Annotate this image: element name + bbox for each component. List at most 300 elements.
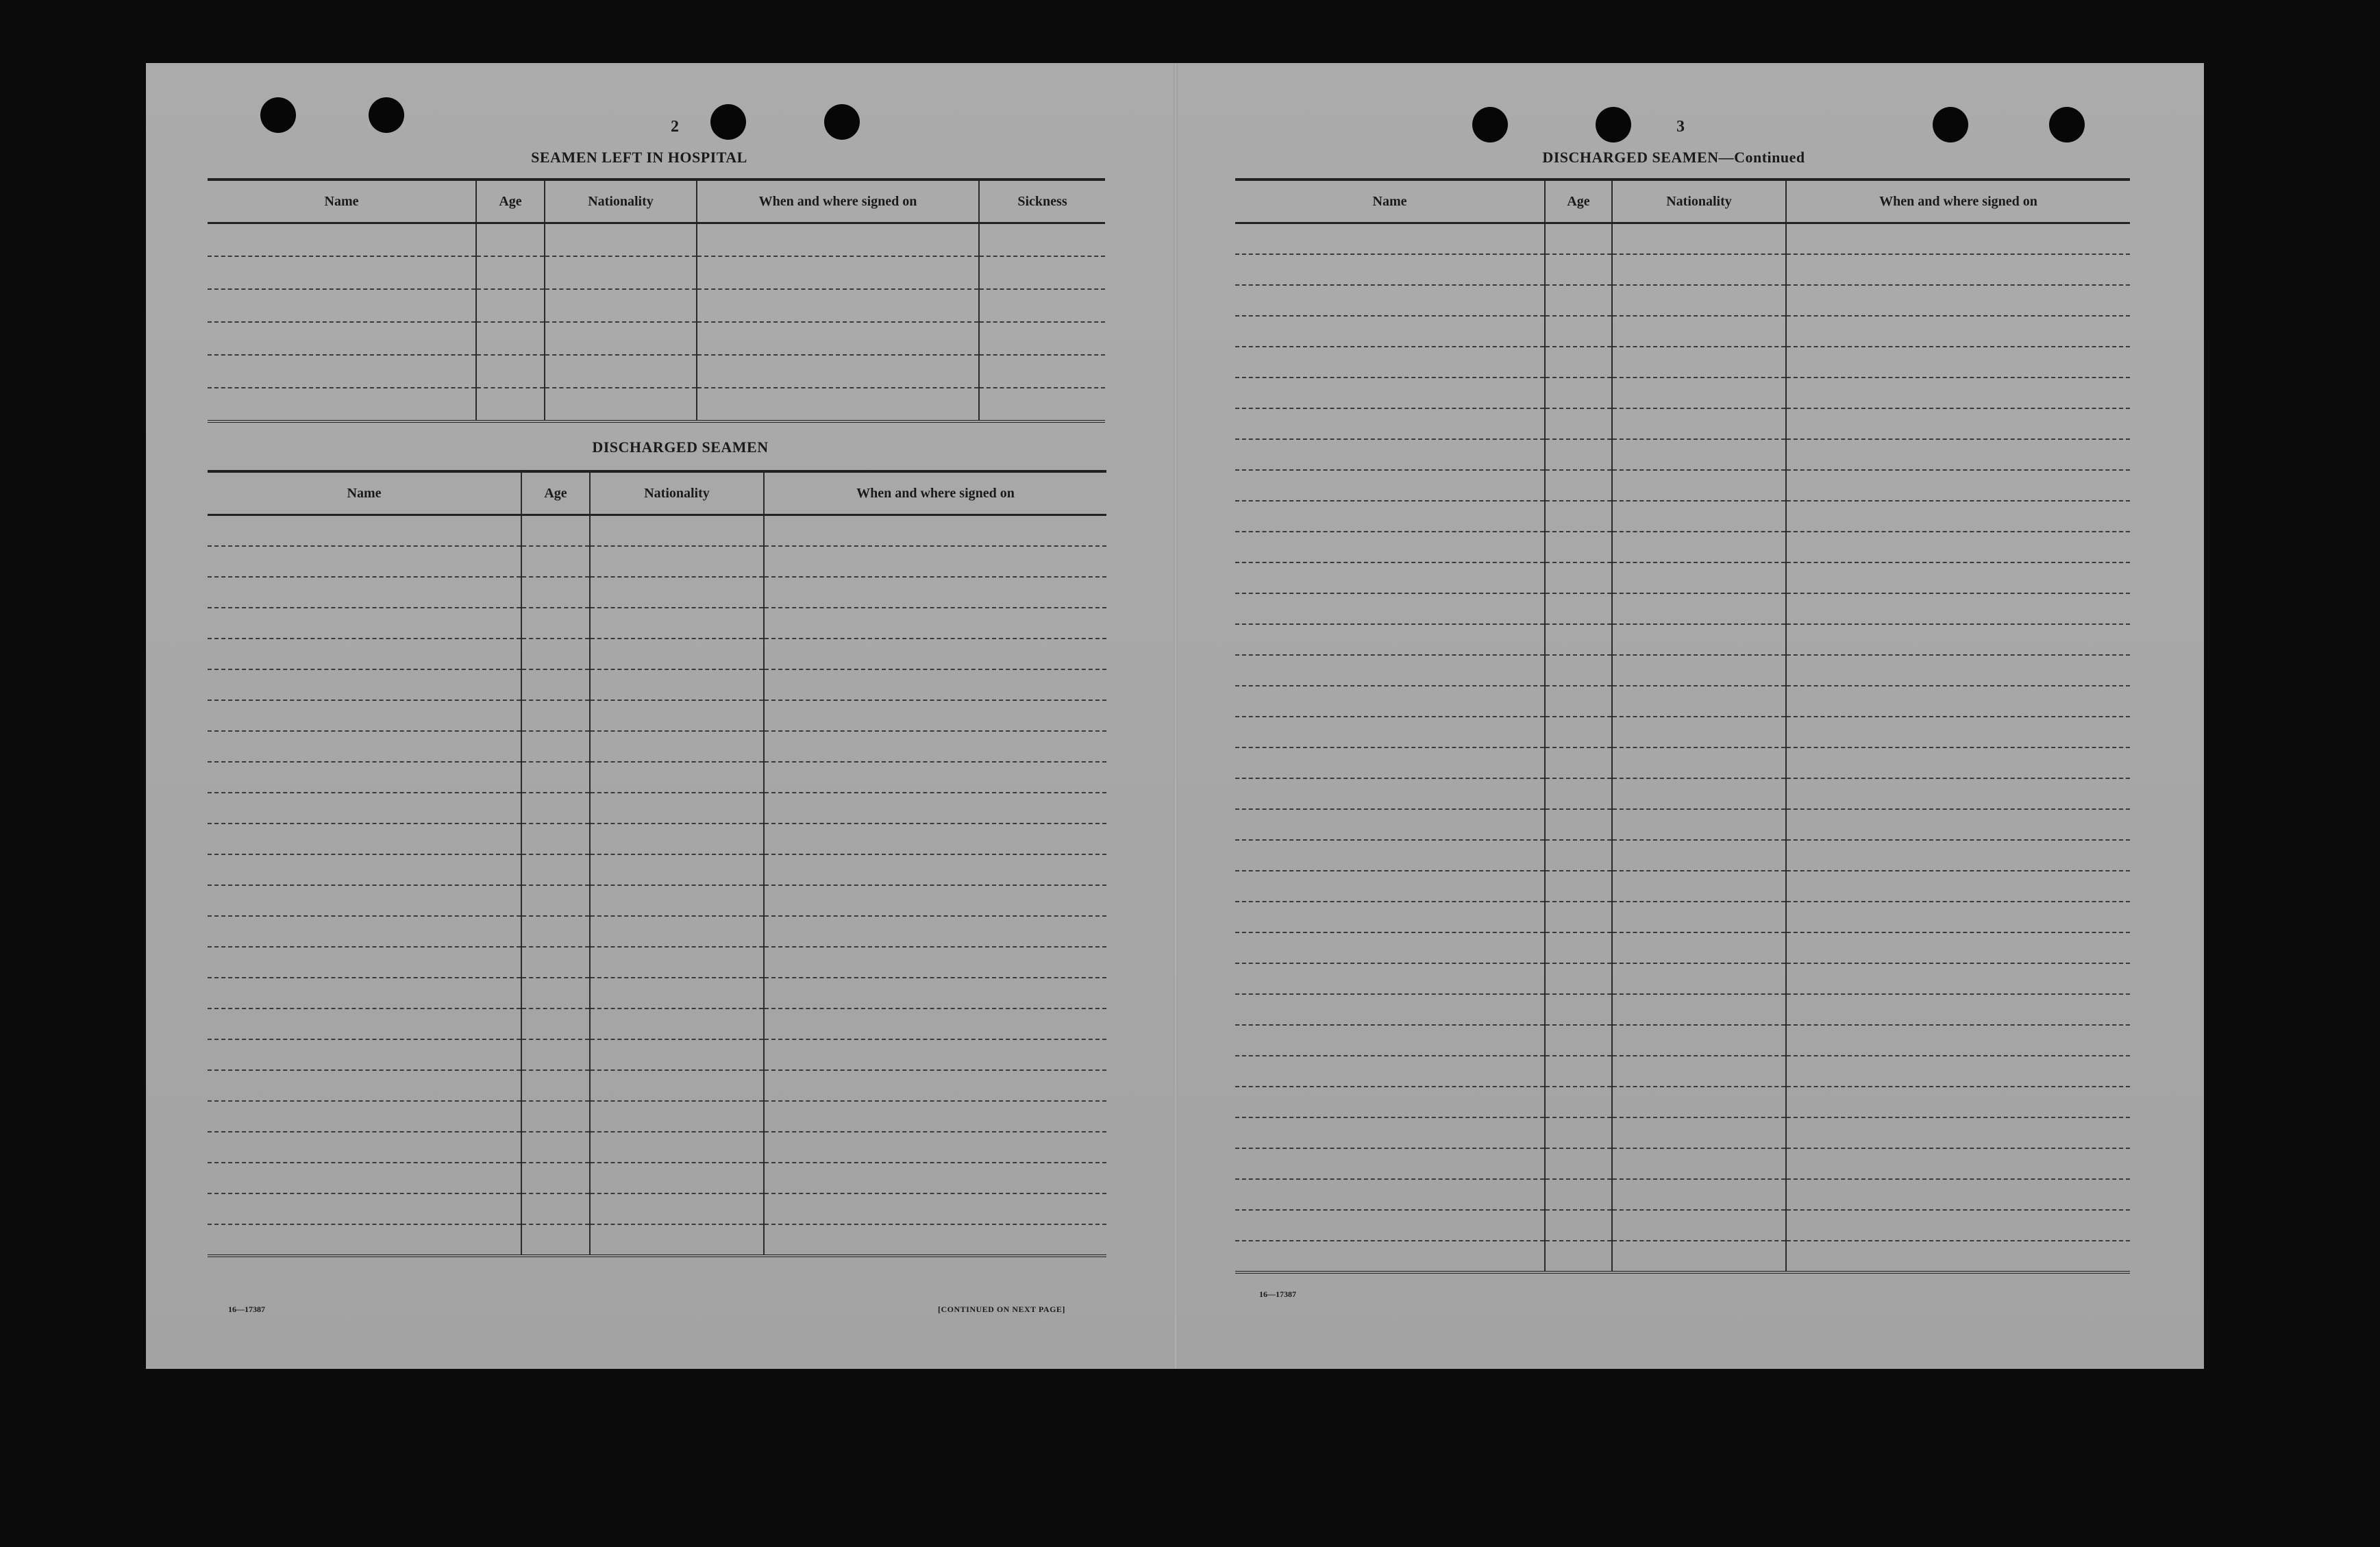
column-header-name: Name [208,180,476,223]
discharged-table-body [208,515,1106,1257]
blank-cell [1235,532,1545,562]
blank-cell [590,577,764,608]
blank-cell [208,546,521,577]
blank-cell [1786,1117,2130,1148]
blank-cell [1235,408,1545,439]
blank-cell [1235,686,1545,717]
blank-cell [590,1132,764,1163]
blank-cell [1545,1210,1612,1241]
table-row [1235,1025,2130,1056]
blank-cell [1545,347,1612,378]
blank-cell [1235,347,1545,378]
blank-cell [1545,378,1612,408]
blank-cell [1545,254,1612,285]
blank-cell [1545,809,1612,840]
table-row [1235,1087,2130,1117]
blank-cell [1786,624,2130,655]
blank-cell [476,256,545,289]
blank-cell [1612,840,1786,871]
table-row [208,322,1105,355]
blank-cell [764,546,1106,577]
column-header-signed-on: When and where signed on [1786,180,2130,223]
blank-cell [1235,593,1545,624]
table-row [208,854,1106,885]
blank-cell [1612,871,1786,902]
blank-cell [1786,994,2130,1025]
blank-cell [697,289,979,322]
blank-cell [979,388,1105,421]
table-row [1235,717,2130,747]
blank-cell [979,289,1105,322]
blank-cell [590,1101,764,1132]
blank-cell [1235,254,1545,285]
blank-cell [590,885,764,916]
blank-cell [1786,963,2130,994]
blank-cell [1786,840,2130,871]
blank-cell [1545,562,1612,593]
blank-cell [521,577,590,608]
blank-cell [1235,1087,1545,1117]
blank-cell [1545,994,1612,1025]
blank-cell [521,824,590,854]
blank-cell [1235,1210,1545,1241]
form-number: 16—17387 [1259,1289,1296,1299]
table-row [1235,378,2130,408]
blank-cell [1545,686,1612,717]
blank-cell [1786,809,2130,840]
blank-cell [1235,994,1545,1025]
blank-cell [764,978,1106,1008]
discharged-section-title: DISCHARGED SEAMEN [592,438,769,456]
table-row [1235,254,2130,285]
blank-cell [1612,717,1786,747]
blank-cell [1786,902,2130,932]
blank-cell [1786,285,2130,316]
blank-cell [764,1163,1106,1193]
blank-cell [979,223,1105,257]
blank-cell [1235,840,1545,871]
blank-cell [208,669,521,700]
blank-cell [1612,593,1786,624]
table-row [1235,902,2130,932]
discharged-table [208,470,1106,1257]
blank-cell [521,793,590,824]
blank-cell [590,1163,764,1193]
blank-cell [208,824,521,854]
blank-cell [1786,1025,2130,1056]
table-row [208,639,1106,669]
blank-cell [521,885,590,916]
blank-cell [1612,223,1786,255]
table-row [1235,1148,2130,1179]
blank-cell [1545,655,1612,686]
blank-cell [1786,1179,2130,1210]
table-row [208,669,1106,700]
table-row [208,577,1106,608]
blank-cell [1545,439,1612,470]
blank-cell [590,1224,764,1256]
blank-cell [545,289,697,322]
table-row [1235,809,2130,840]
blank-cell [1612,316,1786,347]
blank-cell [208,916,521,947]
blank-cell [1786,347,2130,378]
blank-cell [1235,747,1545,778]
blank-cell [521,1193,590,1224]
blank-cell [1545,501,1612,532]
blank-cell [1545,717,1612,747]
blank-cell [1235,624,1545,655]
blank-cell [1545,470,1612,501]
blank-cell [1786,593,2130,624]
blank-cell [590,1070,764,1101]
blank-cell [1786,470,2130,501]
table-row [208,608,1106,639]
blank-cell [208,322,476,355]
punch-hole [824,104,860,140]
table-row [208,947,1106,978]
blank-cell [1612,902,1786,932]
blank-cell [1786,562,2130,593]
blank-cell [521,762,590,793]
blank-cell [521,978,590,1008]
table-row [208,515,1106,547]
blank-cell [764,793,1106,824]
table-row [208,700,1106,731]
blank-cell [1235,932,1545,963]
blank-cell [208,700,521,731]
blank-cell [764,1132,1106,1163]
blank-cell [1786,717,2130,747]
blank-cell [545,355,697,388]
blank-cell [590,824,764,854]
blank-cell [1612,1025,1786,1056]
blank-cell [1786,439,2130,470]
blank-cell [208,223,476,257]
blank-cell [208,1101,521,1132]
blank-cell [1545,532,1612,562]
table-row [208,731,1106,762]
blank-cell [1235,655,1545,686]
table-row [1235,1210,2130,1241]
table-row [208,1039,1106,1070]
punch-hole [1472,107,1508,143]
blank-cell [1235,1056,1545,1087]
blank-cell [521,916,590,947]
blank-cell [1786,1056,2130,1087]
table-row [208,1224,1106,1256]
blank-cell [208,1070,521,1101]
table-row [208,355,1105,388]
blank-cell [1545,1148,1612,1179]
blank-cell [208,1193,521,1224]
blank-cell [208,577,521,608]
blank-cell [1786,501,2130,532]
blank-cell [208,1132,521,1163]
table-row [208,1193,1106,1224]
blank-cell [545,322,697,355]
blank-cell [208,978,521,1008]
blank-cell [521,639,590,669]
blank-cell [697,256,979,289]
blank-cell [590,1008,764,1039]
blank-cell [590,854,764,885]
blank-cell [521,1070,590,1101]
blank-cell [208,388,476,421]
blank-cell [476,322,545,355]
blank-cell [1612,347,1786,378]
blank-cell [476,388,545,421]
blank-cell [697,388,979,421]
table-header-row [1235,180,2130,223]
table-row [1235,470,2130,501]
blank-cell [1612,1056,1786,1087]
table-row [208,762,1106,793]
blank-cell [590,669,764,700]
blank-cell [208,355,476,388]
table-row [1235,1179,2130,1210]
blank-cell [764,916,1106,947]
blank-cell [590,608,764,639]
column-header-signed-on: When and where signed on [764,471,1106,515]
blank-cell [1545,902,1612,932]
blank-cell [521,669,590,700]
table-row [208,1070,1106,1101]
blank-cell [1545,747,1612,778]
table-row [208,824,1106,854]
blank-cell [521,854,590,885]
blank-cell [1612,562,1786,593]
column-header-age: Age [476,180,545,223]
blank-cell [1612,932,1786,963]
blank-cell [1786,1241,2130,1272]
blank-cell [1545,840,1612,871]
blank-cell [208,1163,521,1193]
blank-cell [1545,593,1612,624]
blank-cell [208,731,521,762]
blank-cell [545,223,697,257]
blank-cell [590,700,764,731]
page-fold [1174,63,1178,1369]
blank-cell [764,1070,1106,1101]
blank-cell [1786,254,2130,285]
blank-cell [1786,316,2130,347]
table-row [1235,285,2130,316]
blank-cell [764,854,1106,885]
blank-cell [764,608,1106,639]
blank-cell [1612,1117,1786,1148]
blank-cell [590,762,764,793]
blank-cell [1235,778,1545,809]
table-row [1235,223,2130,255]
blank-cell [208,854,521,885]
blank-cell [208,885,521,916]
punch-hole [1596,107,1631,143]
blank-cell [208,639,521,669]
blank-cell [1235,285,1545,316]
blank-cell [590,515,764,547]
blank-cell [1545,871,1612,902]
blank-cell [521,1132,590,1163]
blank-cell [1612,778,1786,809]
blank-cell [1545,1179,1612,1210]
table-row [1235,439,2130,470]
hospital-section-title: SEAMEN LEFT IN HOSPITAL [531,149,747,166]
blank-cell [590,1193,764,1224]
blank-cell [208,947,521,978]
blank-cell [208,1039,521,1070]
blank-cell [764,885,1106,916]
blank-cell [208,608,521,639]
blank-cell [1786,1148,2130,1179]
blank-cell [1235,1117,1545,1148]
blank-cell [1545,316,1612,347]
blank-cell [521,608,590,639]
column-header-age: Age [521,471,590,515]
blank-cell [590,731,764,762]
table-row [1235,316,2130,347]
table-row [1235,562,2130,593]
blank-cell [1612,1148,1786,1179]
blank-cell [1235,1025,1545,1056]
blank-cell [1545,1087,1612,1117]
blank-cell [1786,1087,2130,1117]
blank-cell [208,1224,521,1256]
blank-cell [1545,1241,1612,1272]
blank-cell [521,1039,590,1070]
discharged-continued-title: DISCHARGED SEAMEN—Continued [1542,149,1805,166]
blank-cell [590,793,764,824]
table-row [208,388,1105,421]
blank-cell [1786,1210,2130,1241]
form-number: 16—17387 [228,1304,265,1314]
blank-cell [521,1163,590,1193]
blank-cell [764,1224,1106,1256]
punch-hole [260,97,296,133]
table-row [1235,1241,2130,1272]
table-row [208,1008,1106,1039]
blank-cell [697,355,979,388]
page-number: 3 [1676,118,1685,136]
blank-cell [1612,1087,1786,1117]
blank-cell [521,515,590,547]
table-row [1235,871,2130,902]
blank-cell [1235,809,1545,840]
blank-cell [1612,1179,1786,1210]
table-row [208,1132,1106,1163]
blank-cell [590,947,764,978]
blank-cell [1786,223,2130,255]
scanned-form-sheet [146,63,2204,1369]
blank-cell [1612,439,1786,470]
hospital-table [208,178,1105,423]
table-row [1235,840,2130,871]
table-row [208,885,1106,916]
blank-cell [476,223,545,257]
blank-cell [521,546,590,577]
blank-cell [1235,1148,1545,1179]
blank-cell [1786,378,2130,408]
table-row [1235,932,2130,963]
table-row [208,1163,1106,1193]
blank-cell [764,1193,1106,1224]
table-header-row [208,471,1106,515]
blank-cell [1612,532,1786,562]
table-row [208,978,1106,1008]
blank-cell [208,762,521,793]
blank-cell [590,916,764,947]
blank-cell [1612,470,1786,501]
blank-cell [1786,747,2130,778]
blank-cell [1235,963,1545,994]
blank-cell [1235,316,1545,347]
blank-cell [1235,501,1545,532]
column-header-name: Name [208,471,521,515]
blank-cell [208,515,521,547]
blank-cell [1786,871,2130,902]
blank-cell [1545,223,1612,255]
table-row [208,223,1105,257]
table-row [1235,778,2130,809]
blank-cell [764,1039,1106,1070]
blank-cell [764,515,1106,547]
blank-cell [1612,285,1786,316]
column-header-signed-on: When and where signed on [697,180,979,223]
blank-cell [521,731,590,762]
blank-cell [764,947,1106,978]
blank-cell [1612,1241,1786,1272]
punch-hole [1933,107,1968,143]
table-row [1235,593,2130,624]
continued-note: [CONTINUED ON NEXT PAGE] [938,1304,1065,1314]
table-row [1235,408,2130,439]
discharged-continued-table [1235,178,2130,1274]
column-header-sickness: Sickness [979,180,1105,223]
blank-cell [1545,408,1612,439]
blank-cell [1786,778,2130,809]
hospital-table-body [208,223,1105,422]
blank-cell [590,546,764,577]
blank-cell [1612,624,1786,655]
blank-cell [1612,655,1786,686]
blank-cell [979,322,1105,355]
punch-hole [710,104,746,140]
blank-cell [1786,408,2130,439]
table-row [1235,624,2130,655]
blank-cell [979,256,1105,289]
blank-cell [1612,963,1786,994]
table-row [1235,1056,2130,1087]
blank-cell [521,1008,590,1039]
blank-cell [590,978,764,1008]
blank-cell [1235,871,1545,902]
blank-cell [1235,562,1545,593]
table-row [1235,532,2130,562]
blank-cell [545,256,697,289]
blank-cell [521,1224,590,1256]
table-row [208,546,1106,577]
blank-cell [208,289,476,322]
blank-cell [1545,624,1612,655]
blank-cell [521,700,590,731]
table-row [208,1101,1106,1132]
column-header-name: Name [1235,180,1545,223]
column-header-age: Age [1545,180,1612,223]
blank-cell [1235,1241,1545,1272]
blank-cell [476,289,545,322]
blank-cell [1235,717,1545,747]
blank-cell [1545,932,1612,963]
